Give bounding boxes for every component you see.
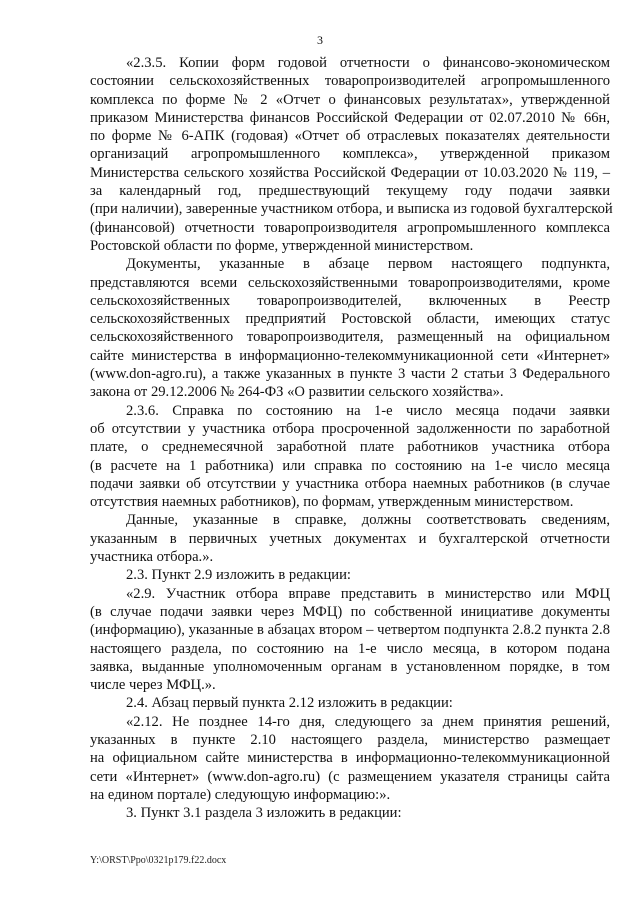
text-line: отсутствия наемных работников), по формам, утвержденным министерством. [90, 494, 574, 511]
text-line: плате, о среднемесячной заработной плате работников участника отбора [90, 439, 610, 456]
text-line: сайте министерства в информационно-телекоммуникационной сети «Интернет» [90, 347, 610, 364]
text-line: закона от 29.12.2006 № 264-ФЗ «О развитии сельского хозяйства». [90, 384, 504, 401]
text-line: (www.don-agro.ru), а также указанных в пункте 3 части 2 статьи 3 Федерального [90, 366, 610, 383]
text-line: указанных в пункте 2.10 настоящего раздела, министерство размещает [90, 731, 610, 748]
text-line: (информацию), указанные в абзацах втором – четвертом подпункта 2.8.2 пункта 2.8 [90, 622, 610, 639]
text-line: участника отбора.». [90, 549, 214, 566]
text-line: приказом Министерства финансов Российской Федерации от 02.07.2010 № 66н, [90, 109, 610, 126]
page-number: 3 [317, 33, 323, 47]
text-line: (при наличии), заверенные участником отбора, и выписка из годовой бухгалтерской [90, 201, 613, 218]
text-line: сельскохозяйственного товаропроизводителя, размещенный на официальном [90, 329, 610, 346]
text-line: Ростовской области по форме, утвержденной министерством. [90, 237, 474, 254]
text-line: на официальном сайте министерства в информационно-телекоммуникационной [90, 750, 610, 767]
text-line: представляются всеми сельскохозяйственными товаропроизводителями, кроме [90, 274, 610, 291]
text-line: комплекса по форме № 2 «Отчет о финансовых результатах», утвержденной [90, 91, 610, 108]
text-line: (финансовой) отчетности товаропроизводителя агропромышленного комплекса [90, 219, 610, 236]
text-line: сельскохозяйственных предприятий Ростовской области, имеющих статус [90, 311, 610, 328]
text-line: 2.3. Пункт 2.9 изложить в редакции: [126, 567, 351, 584]
text-line: подачи заявки об отсутствии у участника отбора наемных работников (в случае [90, 475, 610, 492]
text-line: за календарный год, предшествующий текущему году подачи заявки [90, 183, 610, 200]
text-line: сельскохозяйственных товаропроизводителей, включенных в Реестр [90, 292, 610, 309]
file-path-footer: Y:\ORST\Ppo\0321p179.f22.docx [90, 855, 227, 866]
text-line: «2.3.5. Копии форм годовой отчетности о финансово-экономическом [126, 55, 610, 71]
text-line: 3. Пункт 3.1 раздела 3 изложить в редакции: [126, 805, 402, 822]
text-line: по форме № 6-АПК (годовая) «Отчет об отраслевых показателях деятельности [90, 128, 610, 145]
text-line: 2.4. Абзац первый пункта 2.12 изложить в редакции: [126, 695, 453, 712]
text-line: Данные, указанные в справке, должны соответствовать сведениям, [126, 512, 610, 529]
text-line: «2.12. Не позднее 14-го дня, следующего за днем принятия решений, [126, 713, 610, 730]
text-line: числе через МФЦ.». [90, 677, 216, 694]
text-line: 2.3.6. Справка по состоянию на 1-е число месяца подачи заявки [126, 402, 610, 419]
text-line: организаций агропромышленного комплекса», утвержденной приказом [90, 146, 610, 163]
text-line: на едином портале) следующую информацию:». [90, 786, 391, 803]
text-line: Министерства сельского хозяйства Российской Федерации от 10.03.2020 № 119, – [90, 164, 610, 181]
text-line: об отсутствии у участника отбора просроченной задолженности по заработной [90, 420, 610, 437]
document-body [90, 54, 613, 822]
text-line: (в расчете на 1 работника) или справка по состоянию на 1-е число месяца [90, 457, 610, 474]
text-line: настоящего раздела, по состоянию на 1-е число месяца, в котором подана [90, 640, 610, 657]
text-line: заявка, выданные уполномоченным органам в установленном порядке, в том [90, 658, 610, 675]
text-line: сети «Интернет» (www.don-agro.ru) (с размещением указателя страницы сайта [90, 768, 610, 785]
text-line: «2.9. Участник отбора вправе представить в министерство или МФЦ [126, 585, 610, 602]
text-line: состоянии сельскохозяйственных товаропроизводителей агропромышленного [90, 73, 610, 90]
text-line: указанным в первичных учетных документах и бухгалтерской отчетности [90, 530, 610, 547]
text-line: (в случае подачи заявки через МФЦ) по собственной инициативе документы [90, 603, 610, 620]
text-line: Документы, указанные в абзаце первом настоящего подпункта, [126, 256, 610, 273]
